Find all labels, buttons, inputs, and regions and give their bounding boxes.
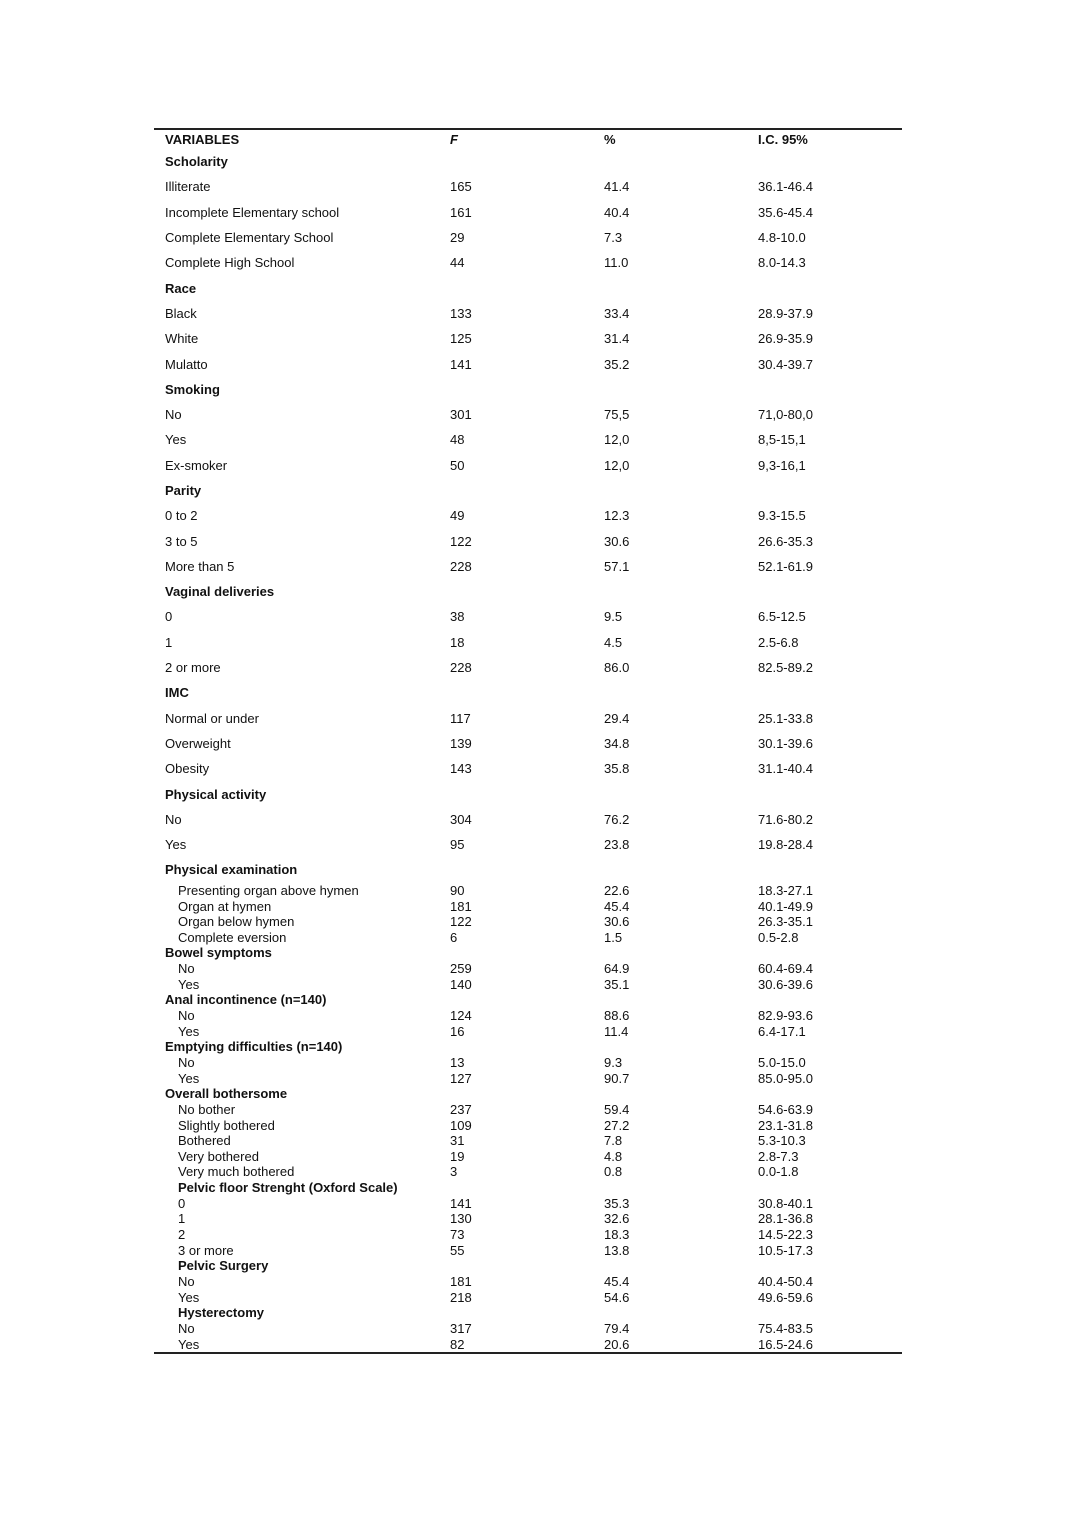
ci-cell: 71.6-80.2 xyxy=(758,811,813,827)
category-label: Smoking xyxy=(165,381,220,397)
row-label: No xyxy=(178,961,195,977)
ci-cell: 10.5-17.3 xyxy=(758,1242,813,1258)
table-row xyxy=(154,326,902,351)
percent-cell: 13.8 xyxy=(604,1242,630,1258)
table-row xyxy=(154,731,902,756)
ci-cell: 25.1-33.8 xyxy=(758,710,813,726)
percent-cell: 29.4 xyxy=(604,710,630,726)
table-row xyxy=(154,1164,902,1180)
row-label: Mulatto xyxy=(165,356,208,372)
category-row xyxy=(154,992,902,1008)
ci-cell: 35.6-45.4 xyxy=(758,204,813,220)
table-row xyxy=(154,1008,902,1024)
category-row xyxy=(154,1039,902,1055)
table-row xyxy=(154,706,902,731)
percent-cell: 86.0 xyxy=(604,660,630,676)
percent-cell: 27.2 xyxy=(604,1117,630,1133)
table-row xyxy=(154,630,902,655)
ci-cell: 52.1-61.9 xyxy=(758,558,813,574)
category-row xyxy=(154,1258,902,1274)
table-row xyxy=(154,427,902,452)
ci-cell: 60.4-69.4 xyxy=(758,961,813,977)
ci-cell: 40.1-49.9 xyxy=(758,898,813,914)
percent-cell: 9.5 xyxy=(604,609,623,625)
frequency-cell: 31 xyxy=(450,1133,465,1149)
ci-cell: 85.0-95.0 xyxy=(758,1070,813,1086)
row-label: Organ at hymen xyxy=(178,898,272,914)
ci-cell: 54.6-63.9 xyxy=(758,1101,813,1117)
frequency-cell: 95 xyxy=(450,837,465,853)
row-label: No xyxy=(178,1273,195,1289)
category-label: Vaginal deliveries xyxy=(165,584,275,600)
frequency-cell: 90 xyxy=(450,882,465,898)
percent-cell: 1.5 xyxy=(604,929,623,945)
category-row xyxy=(154,945,902,961)
ci-cell: 30.4-39.7 xyxy=(758,356,813,372)
frequency-cell: 122 xyxy=(450,914,472,930)
ci-cell: 6.5-12.5 xyxy=(758,609,806,625)
row-label: 0 xyxy=(165,609,173,625)
ci-cell: 2.8-7.3 xyxy=(758,1148,799,1164)
category-row xyxy=(154,579,902,604)
frequency-cell: 127 xyxy=(450,1070,472,1086)
percent-cell: 75,5 xyxy=(604,407,630,423)
frequency-cell: 139 xyxy=(450,735,472,751)
frequency-cell: 124 xyxy=(450,1008,472,1024)
row-label: Slightly bothered xyxy=(178,1117,275,1133)
row-label: No xyxy=(178,1008,195,1024)
frequency-cell: 161 xyxy=(450,204,472,220)
percent-cell: 22.6 xyxy=(604,882,630,898)
row-label: Presenting organ above hymen xyxy=(178,882,359,898)
row-label: Yes xyxy=(165,432,187,448)
category-label: Pelvic floor Strenght (Oxford Scale) xyxy=(178,1180,398,1196)
percent-cell: 30.6 xyxy=(604,914,630,930)
percent-cell: 7.3 xyxy=(604,230,623,246)
ci-cell: 9.3-15.5 xyxy=(758,508,806,524)
frequency-cell: 16 xyxy=(450,1023,465,1039)
ci-cell: 30.6-39.6 xyxy=(758,976,813,992)
frequency-cell: 304 xyxy=(450,811,472,827)
ci-cell: 8,5-15,1 xyxy=(758,432,806,448)
ci-cell: 14.5-22.3 xyxy=(758,1227,813,1243)
row-label: Ex-smoker xyxy=(165,457,228,473)
table-row xyxy=(154,1211,902,1227)
category-label: Emptying difficulties (n=140) xyxy=(165,1039,343,1055)
ci-cell: 23.1-31.8 xyxy=(758,1117,813,1133)
table-row xyxy=(154,1102,902,1118)
percent-cell: 4.8 xyxy=(604,1148,623,1164)
percent-cell: 12,0 xyxy=(604,432,630,448)
ci-cell: 19.8-28.4 xyxy=(758,837,813,853)
category-label: Hysterectomy xyxy=(178,1305,264,1321)
frequency-cell: 143 xyxy=(450,761,472,777)
table-header xyxy=(154,130,902,149)
frequency-cell: 38 xyxy=(450,609,465,625)
row-label: No xyxy=(178,1320,195,1336)
category-label: Race xyxy=(165,280,197,296)
table-row xyxy=(154,528,902,553)
ci-cell: 40.4-50.4 xyxy=(758,1273,813,1289)
percent-cell: 0.8 xyxy=(604,1164,623,1180)
percent-cell: 32.6 xyxy=(604,1211,630,1227)
table-row xyxy=(154,351,902,376)
row-label: Obesity xyxy=(165,761,210,777)
frequency-cell: 50 xyxy=(450,457,465,473)
ci-cell: 31.1-40.4 xyxy=(758,761,813,777)
row-label: Yes xyxy=(178,1070,200,1086)
table-row xyxy=(154,1055,902,1071)
table-row xyxy=(154,1289,902,1305)
frequency-cell: 13 xyxy=(450,1054,465,1070)
table-row xyxy=(154,200,902,225)
table-row xyxy=(154,914,902,930)
ci-cell: 26.3-35.1 xyxy=(758,914,813,930)
table-row xyxy=(154,250,902,275)
frequency-cell: 48 xyxy=(450,432,465,448)
frequency-cell: 55 xyxy=(450,1242,465,1258)
frequency-cell: 301 xyxy=(450,407,472,423)
frequency-cell: 130 xyxy=(450,1211,472,1227)
ci-cell: 8.0-14.3 xyxy=(758,255,806,271)
frequency-cell: 141 xyxy=(450,356,472,372)
table-row xyxy=(154,174,902,199)
row-label: No xyxy=(178,1054,195,1070)
percent-cell: 31.4 xyxy=(604,331,630,347)
table-row xyxy=(154,402,902,427)
row-label: 1 xyxy=(178,1211,186,1227)
table-row xyxy=(154,1133,902,1149)
row-label: Black xyxy=(165,305,197,321)
row-label: Organ below hymen xyxy=(178,914,295,930)
table-row xyxy=(154,1336,902,1352)
row-label: Very bothered xyxy=(178,1148,259,1164)
ci-cell: 5.3-10.3 xyxy=(758,1133,806,1149)
row-label: Normal or under xyxy=(165,710,259,726)
table-row xyxy=(154,883,902,899)
percent-cell: 4.5 xyxy=(604,634,623,650)
row-label: Incomplete Elementary school xyxy=(165,204,340,220)
percent-cell: 23.8 xyxy=(604,837,630,853)
table-row xyxy=(154,930,902,946)
ci-cell: 2.5-6.8 xyxy=(758,634,799,650)
ci-cell: 4.8-10.0 xyxy=(758,230,806,246)
header-frequency: F xyxy=(450,132,458,147)
row-label: Yes xyxy=(178,1023,200,1039)
table-row xyxy=(154,807,902,832)
frequency-cell: 218 xyxy=(450,1289,472,1305)
table-row xyxy=(154,1117,902,1133)
frequency-cell: 73 xyxy=(450,1227,465,1243)
percent-cell: 35.8 xyxy=(604,761,630,777)
frequency-cell: 165 xyxy=(450,179,472,195)
table-body xyxy=(154,149,902,1352)
row-label: 2 or more xyxy=(165,660,221,676)
percent-cell: 35.1 xyxy=(604,976,630,992)
row-label: Complete High School xyxy=(165,255,295,271)
percent-cell: 11.4 xyxy=(604,1023,629,1039)
ci-cell: 71,0-80,0 xyxy=(758,407,813,423)
percent-cell: 57.1 xyxy=(604,558,630,574)
category-label: IMC xyxy=(165,685,189,701)
header-variables: VARIABLES xyxy=(165,132,240,147)
frequency-cell: 317 xyxy=(450,1320,472,1336)
ci-cell: 6.4-17.1 xyxy=(758,1023,806,1039)
ci-cell: 26.6-35.3 xyxy=(758,533,813,549)
frequency-cell: 18 xyxy=(450,634,465,650)
row-label: Yes xyxy=(165,837,187,853)
percent-cell: 45.4 xyxy=(604,898,630,914)
frequency-cell: 49 xyxy=(450,508,465,524)
row-label: Bothered xyxy=(178,1133,231,1149)
table-row xyxy=(154,961,902,977)
frequency-cell: 19 xyxy=(450,1148,465,1164)
row-label: 1 xyxy=(165,634,173,650)
table-row xyxy=(154,1274,902,1290)
table-row xyxy=(154,1149,902,1165)
table-row xyxy=(154,756,902,781)
row-label: Illiterate xyxy=(165,179,211,195)
frequency-cell: 44 xyxy=(450,255,465,271)
frequency-cell: 181 xyxy=(450,1273,472,1289)
row-label: 2 xyxy=(178,1227,186,1243)
row-label: Yes xyxy=(178,1336,200,1352)
category-label: Physical examination xyxy=(165,862,298,878)
row-label: Very much bothered xyxy=(178,1164,295,1180)
frequency-cell: 228 xyxy=(450,558,472,574)
percent-cell: 30.6 xyxy=(604,533,630,549)
frequency-cell: 125 xyxy=(450,331,472,347)
percent-cell: 40.4 xyxy=(604,204,630,220)
category-row xyxy=(154,781,902,806)
percent-cell: 54.6 xyxy=(604,1289,630,1305)
frequency-cell: 259 xyxy=(450,961,472,977)
table-row xyxy=(154,832,902,857)
table-row xyxy=(154,976,902,992)
frequency-cell: 82 xyxy=(450,1336,465,1352)
category-row xyxy=(154,1086,902,1102)
percent-cell: 7.8 xyxy=(604,1133,623,1149)
frequency-cell: 6 xyxy=(450,929,458,945)
percent-cell: 9.3 xyxy=(604,1054,623,1070)
frequency-cell: 140 xyxy=(450,976,472,992)
row-label: More than 5 xyxy=(165,558,235,574)
percent-cell: 33.4 xyxy=(604,305,630,321)
table-row xyxy=(154,453,902,478)
ci-cell: 30.1-39.6 xyxy=(758,735,813,751)
ci-cell: 82.9-93.6 xyxy=(758,1008,813,1024)
percent-cell: 41.4 xyxy=(604,179,630,195)
row-label: 0 to 2 xyxy=(165,508,198,524)
row-label: Complete Elementary School xyxy=(165,230,334,246)
table-row xyxy=(154,1242,902,1258)
percent-cell: 11.0 xyxy=(604,255,629,271)
percent-cell: 64.9 xyxy=(604,961,630,977)
table-row xyxy=(154,503,902,528)
percent-cell: 18.3 xyxy=(604,1227,630,1243)
table-row xyxy=(154,1195,902,1211)
category-row xyxy=(154,377,902,402)
percent-cell: 20.6 xyxy=(604,1336,630,1352)
table-row xyxy=(154,554,902,579)
category-row xyxy=(154,1305,902,1321)
row-label: Yes xyxy=(178,976,200,992)
percent-cell: 35.3 xyxy=(604,1195,630,1211)
row-label: No bother xyxy=(178,1101,236,1117)
frequency-cell: 3 xyxy=(450,1164,458,1180)
category-label: Physical activity xyxy=(165,786,267,802)
category-label: Scholarity xyxy=(165,154,228,170)
percent-cell: 35.2 xyxy=(604,356,630,372)
ci-cell: 18.3-27.1 xyxy=(758,882,813,898)
ci-cell: 49.6-59.6 xyxy=(758,1289,813,1305)
ci-cell: 75.4-83.5 xyxy=(758,1320,813,1336)
frequency-cell: 237 xyxy=(450,1101,472,1117)
ci-cell: 82.5-89.2 xyxy=(758,660,813,676)
row-label: No xyxy=(165,407,182,423)
row-label: 3 or more xyxy=(178,1242,234,1258)
table-row xyxy=(154,1227,902,1243)
percent-cell: 12.3 xyxy=(604,508,630,524)
row-label: No xyxy=(165,811,182,827)
category-row xyxy=(154,857,902,882)
category-row xyxy=(154,1180,902,1196)
percent-cell: 34.8 xyxy=(604,735,630,751)
row-label: Yes xyxy=(178,1289,200,1305)
data-table xyxy=(154,128,902,1354)
table-row xyxy=(154,301,902,326)
percent-cell: 88.6 xyxy=(604,1008,630,1024)
row-label: Overweight xyxy=(165,735,231,751)
category-row xyxy=(154,478,902,503)
table-row xyxy=(154,225,902,250)
category-label: Overall bothersome xyxy=(165,1086,288,1102)
frequency-cell: 109 xyxy=(450,1117,472,1133)
frequency-cell: 181 xyxy=(450,898,472,914)
ci-cell: 0.5-2.8 xyxy=(758,929,799,945)
category-label: Anal incontinence (n=140) xyxy=(165,992,327,1008)
percent-cell: 45.4 xyxy=(604,1273,630,1289)
row-label: Complete eversion xyxy=(178,929,287,945)
table-row xyxy=(154,1070,902,1086)
category-label: Pelvic Surgery xyxy=(178,1258,269,1274)
percent-cell: 76.2 xyxy=(604,811,630,827)
ci-cell: 28.1-36.8 xyxy=(758,1211,813,1227)
row-label: 0 xyxy=(178,1195,186,1211)
ci-cell: 9,3-16,1 xyxy=(758,457,806,473)
percent-cell: 79.4 xyxy=(604,1320,630,1336)
ci-cell: 0.0-1.8 xyxy=(758,1164,799,1180)
table-row xyxy=(154,1321,902,1337)
category-label: Parity xyxy=(165,483,202,498)
header-ci: I.C. 95% xyxy=(758,132,808,147)
ci-cell: 16.5-24.6 xyxy=(758,1336,813,1352)
frequency-cell: 122 xyxy=(450,533,472,549)
table-row xyxy=(154,1023,902,1039)
percent-cell: 90.7 xyxy=(604,1070,630,1086)
ci-cell: 26.9-35.9 xyxy=(758,331,813,347)
percent-cell: 12,0 xyxy=(604,457,630,473)
category-row xyxy=(154,149,902,174)
row-label: White xyxy=(165,331,199,347)
category-row xyxy=(154,680,902,705)
table-row xyxy=(154,655,902,680)
frequency-cell: 117 xyxy=(450,710,471,726)
percent-cell: 59.4 xyxy=(604,1101,630,1117)
ci-cell: 36.1-46.4 xyxy=(758,179,813,195)
header-percent: % xyxy=(604,132,616,147)
frequency-cell: 228 xyxy=(450,660,472,676)
row-label: 3 to 5 xyxy=(165,533,198,549)
ci-cell: 28.9-37.9 xyxy=(758,305,813,321)
frequency-cell: 133 xyxy=(450,305,472,321)
frequency-cell: 29 xyxy=(450,230,465,246)
category-label: Bowel symptoms xyxy=(165,945,272,961)
ci-cell: 30.8-40.1 xyxy=(758,1195,813,1211)
table-row xyxy=(154,604,902,629)
frequency-cell: 141 xyxy=(450,1195,472,1211)
table-row xyxy=(154,898,902,914)
category-row xyxy=(154,275,902,300)
ci-cell: 5.0-15.0 xyxy=(758,1054,806,1070)
